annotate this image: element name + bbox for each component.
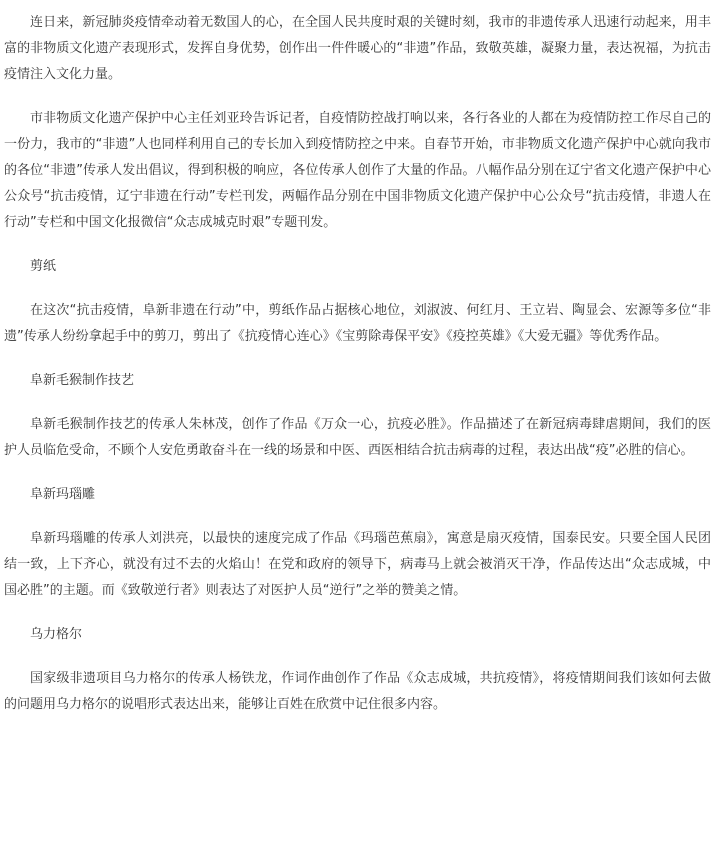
section-heading-paper-cutting: 剪纸 xyxy=(30,259,57,274)
section-heading-agate-carving: 阜新玛瑙雕 xyxy=(30,487,96,502)
article-paragraph-agate-carving: 阜新玛瑙雕的传承人刘洪亮，以最快的速度完成了作品《玛瑙芭蕉扇》，寓意是扇灭疫情，国泰民安。只要全国人民团结一致，上下齐心，就没有过不去的火焰山！在党和政府的领导下，病毒马上就会被消灭干净，作品传达出“众志成城，中国必胜”的主题。而《致敬逆行者》则表达了对医护人员“逆行”之举的赞美之情。 xyxy=(4,531,711,598)
article-paragraph-center-director: 市非物质文化遗产保护中心主任刘亚玲告诉记者，自疫情防控战打响以来，各行各业的人都在为疫情防控工作尽自己的一份力，我市的“非遗”人也同样利用自己的专长加入到疫情防控之中来。自春节开始，市非物质文化遗产保护中心就向我市的各位“非遗”传承人发出倡议，得到积极的响应，各位传承人创作了大量的作品。八幅作品分别在辽宁省文化遗产保护中心公众号“抗击疫情，辽宁非遗在行动”专栏刊发，两幅作品分别在中国非物质文化遗产保护中心公众号“抗击疫情，非遗人在行动”专栏和中国文化报微信“众志成城克时艰”专题刊发。 xyxy=(4,111,711,230)
section-heading-monkey-craft: 阜新毛猴制作技艺 xyxy=(30,373,135,388)
article-paragraph-ulger: 国家级非遗项目乌力格尔的传承人杨铁龙，作词作曲创作了作品《众志成城，共抗疫情》，将疫情期间我们该如何去做的问题用乌力格尔的说唱形式表达出来，能够让百姓在欣赏中记住很多内容。 xyxy=(4,671,711,712)
article-paragraph-monkey-craft: 阜新毛猴制作技艺的传承人朱林茂，创作了作品《万众一心，抗疫必胜》。作品描述了在新冠病毒肆虐期间，我们的医护人员临危受命，不顾个人安危勇敢奋斗在一线的场景和中医、西医相结合抗击病毒的过程，表达出战“疫”必胜的信心。 xyxy=(4,417,711,458)
article-paragraph-intro: 连日来，新冠肺炎疫情牵动着无数国人的心，在全国人民共度时艰的关键时刻，我市的非遗传承人迅速行动起来，用丰富的非物质文化遗产表现形式，发挥自身优势，创作出一件件暖心的“非遗”作品，致敬英雄，凝聚力量，表达祝福，为抗击疫情注入文化力量。 xyxy=(4,15,711,82)
section-heading-ulger: 乌力格尔 xyxy=(30,627,83,642)
article xyxy=(0,10,719,843)
article-paragraph-paper-cutting: 在这次“抗击疫情，阜新非遗在行动”中，剪纸作品占据核心地位，刘淑波、何红月、王立岩、陶显会、宏源等多位“非遗”传承人纷纷拿起手中的剪刀，剪出了《抗疫情心连心》《宝剪除毒保平安》《疫控英雄》《大爱无疆》等优秀作品。 xyxy=(4,303,711,344)
